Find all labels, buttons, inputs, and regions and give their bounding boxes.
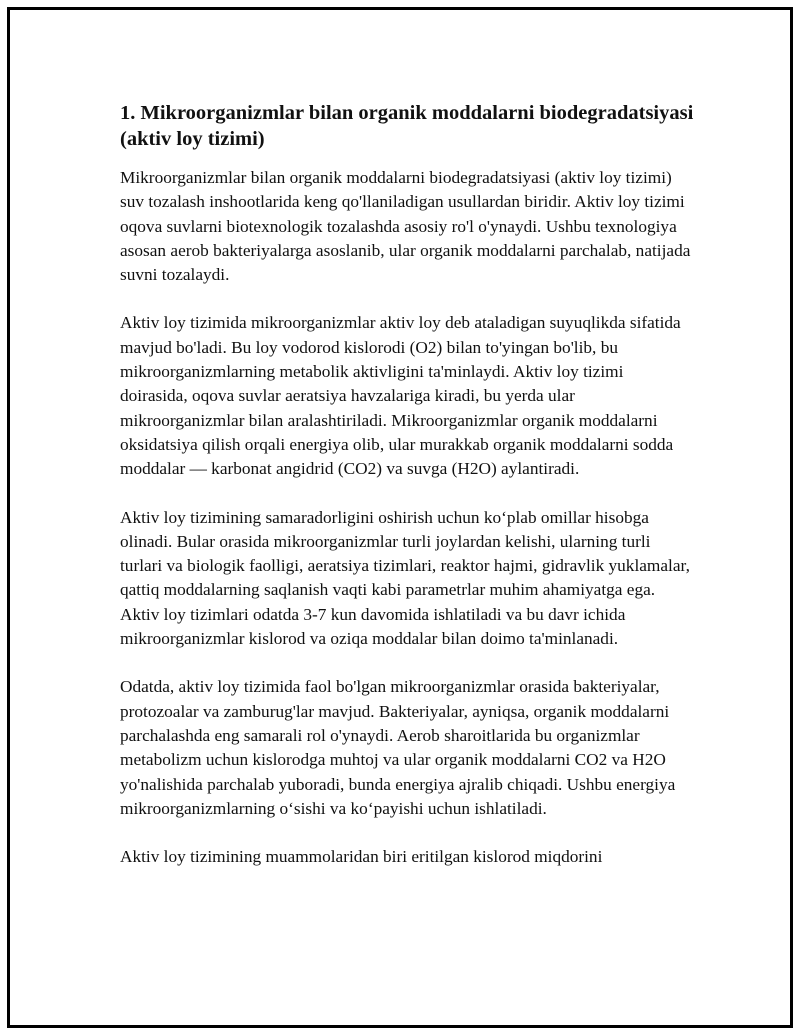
page-frame bbox=[7, 7, 793, 1028]
paragraph-1: Mikroorganizmlar bilan organik moddalarni biodegradatsiyasi (aktiv loy tizimi) suv tozalash inshootlarida keng qo'llaniladigan usullardan biridir. Aktiv loy tizimi oqova suvlarni biotexnologik tozalashda asosiy ro'l o'ynaydi. Ushbu texnologiya asosan aerob bakteriyalarga asoslanib, ular organik moddalarni parchalab, natijada suvni tozalaydi. bbox=[120, 168, 691, 285]
paragraph-3: Aktiv loy tizimining samaradorligini oshirish uchun koʻplab omillar hisobga olinadi. Bular orasida mikroorganizmlar turli joylardan kelishi, ularning turli turlari va biologik faolligi, aeratsiya tizimlari, reaktor hajmi, gidravlik yuklamalar, qattiq moddalarning saqlanish vaqti kabi parametrlar muhim ahamiyatga ega. Aktiv loy tizimlari odatda 3-7 kun davomida ishlatiladi va bu davr ichida mikroorganizmlar kislorod va oziqa moddalar bilan doimo ta'minlanadi. bbox=[120, 507, 690, 649]
paragraph-2: Aktiv loy tizimida mikroorganizmlar aktiv loy deb ataladigan suyuqlikda sifatida mavjud bo'ladi. Bu loy vodorod kislorodi (O2) bilan to'yingan bo'lib, bu mikroorganizmlarning metabolik aktivligini ta'minlaydi. Aktiv loy tizimi doirasida, oqova suvlar aeratsiya havzalariga kiradi, bu yerda ular mikroorganizmlar bilan aralashtiriladi. Mikroorganizmlar organik moddalarni oksidatsiya qilish orqali energiya olib, ular murakkab organik moddalarni sodda moddalar — karbonat angidrid (CO2) va suvga (H2O) aylantiradi. bbox=[120, 313, 681, 479]
paragraph-5: Aktiv loy tizimining muammolaridan biri eritilgan kislorod miqdorini bbox=[120, 847, 603, 867]
paragraph-4: Odatda, aktiv loy tizimida faol bo'lgan mikroorganizmlar orasida bakteriyalar, protozoalar va zamburug'lar mavjud. Bakteriyalar, ayniqsa, organik moddalarni parchalashda eng samarali rol o'ynaydi. Aerob sharoitlarida bu organizmlar metabolizm uchun kislorodga muhtoj va ular organik moddalarni CO2 va H2O yo'nalishida parchalab yuboradi, bunda energiya ajralib chiqadi. Ushbu energiya mikroorganizmlarning oʻsishi va koʻpayishi uchun ishlatiladi. bbox=[120, 677, 676, 818]
section-heading: 1. Mikroorganizmlar bilan organik moddalarni biodegradatsiyasi (aktiv loy tizimi) bbox=[120, 102, 694, 150]
document-body bbox=[120, 100, 695, 893]
